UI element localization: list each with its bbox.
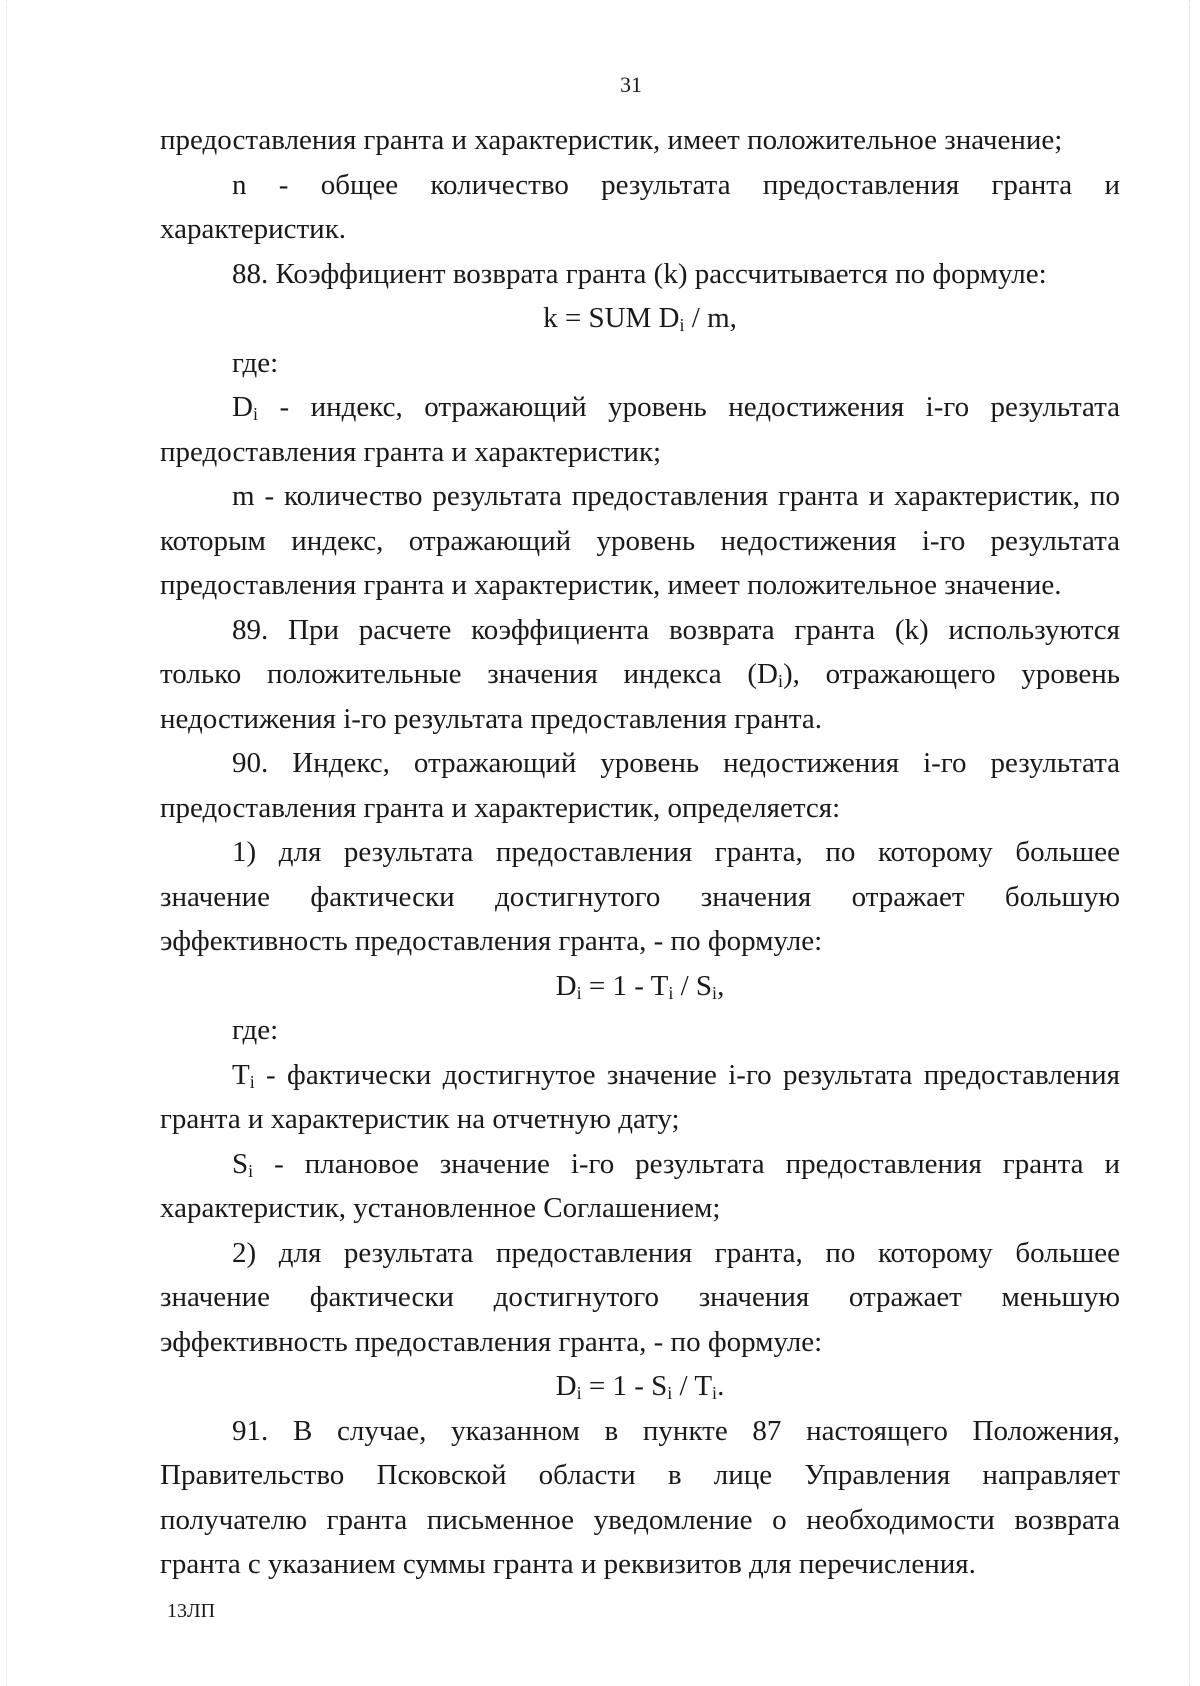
page-number: 31 <box>620 72 642 97</box>
paragraph-si-definition: $S_i$ - плановое значение i-го результата предоставления гранта и характеристик, установленное Соглашением; <box>160 1147 1120 1224</box>
paragraph-90-item-1: 1) для результата предоставления гранта, по которому большее значение фактически достигнутого значения отражает большую эффективность предоставления гранта, - по формуле: <box>160 836 1120 957</box>
paragraph-di-definition: $D_i$ - индекс, отражающий уровень недостижения i-го результата предоставления гранта и характеристик; <box>160 391 1120 468</box>
paragraph-89: 89. При расчете коэффициента возврата гранта (k) используются только положительные значения индекса $(D_i)$, отражающего уровень недостижения i-го результата предоставления гранта. <box>160 613 1120 735</box>
paragraph-ti-definition: $T_i$ - фактически достигнутое значение i-го результата предоставления гранта и характеристик на отчетную дату; <box>160 1058 1120 1135</box>
formula-di-2: $D_i = 1 - S_i / T_i$. <box>555 1370 725 1403</box>
footer-code: 13ЛП <box>167 1600 216 1622</box>
paragraph-m-definition: m - количество результата предоставления гранта и характеристик, по которым индекс, отражающий уровень недостижения i-го результата предоставления гранта и характеристик, имеет положительное значение. <box>160 480 1120 601</box>
paragraph-continuation: предоставления гранта и характеристик, имеет положительное значение; <box>160 124 1063 156</box>
where-label-1: где: <box>232 346 279 379</box>
scan-edge-right <box>1189 0 1200 1686</box>
paragraph-90: 90. Индекс, отражающий уровень недостижения i-го результата предоставления гранта и характеристик, определяется: <box>160 747 1120 824</box>
document-body <box>160 118 1120 1587</box>
formula-di-1: $D_i = 1 - T_i / S_i$, <box>555 969 725 1003</box>
formula-k: k = SUM $D_i$ / m, <box>543 302 737 335</box>
paragraph-91: 91. В случае, указанном в пункте 87 настоящего Положения, Правительство Псковской области в лице Управления направляет получателю гранта письменное уведомление о необходимости возврата гранта с указанием суммы гранта и реквизитов для перечисления. <box>160 1414 1120 1580</box>
scan-edge-left <box>6 0 8 1686</box>
paragraph-88: 88. Коэффициент возврата гранта (k) рассчитывается по формуле: <box>232 257 1047 290</box>
where-label-2: где: <box>232 1014 279 1046</box>
paragraph-n-definition: n - общее количество результата предоставления гранта и характеристик. <box>160 168 1120 245</box>
paragraph-90-item-2: 2) для результата предоставления гранта, по которому большее значение фактически достигнутого значения отражает меньшую эффективность предоставления гранта, - по формуле: <box>160 1236 1120 1358</box>
